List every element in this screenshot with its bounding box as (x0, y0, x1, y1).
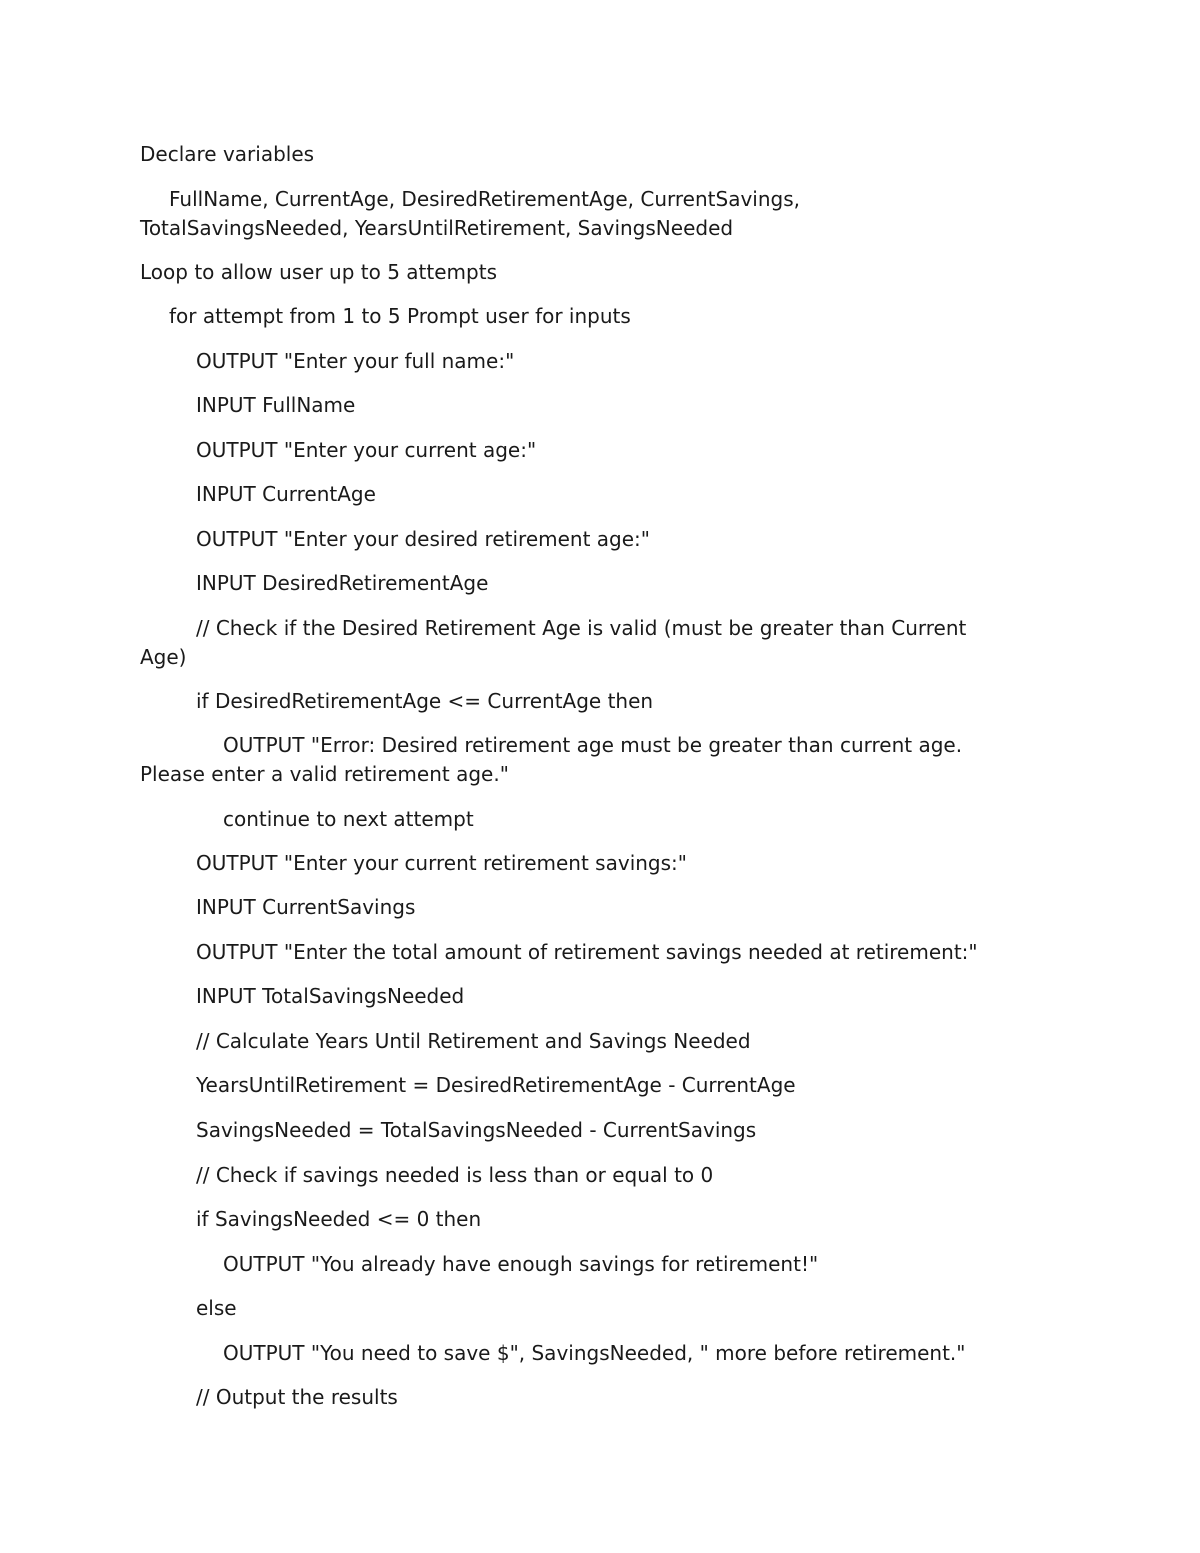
pseudocode-line: INPUT DesiredRetirementAge (196, 571, 489, 595)
pseudocode-line: Declare variables (140, 142, 315, 166)
pseudocode-line: OUTPUT "You already have enough savings for retirement!" (223, 1252, 819, 1276)
pseudocode-line: OUTPUT "Enter your current retirement savings:" (196, 851, 687, 875)
pseudocode-line: if SavingsNeeded <= 0 then (196, 1207, 482, 1231)
pseudocode-line: INPUT CurrentAge (196, 482, 376, 506)
pseudocode-comment: // Output the results (196, 1385, 398, 1409)
pseudocode-line: INPUT TotalSavingsNeeded (196, 984, 465, 1008)
pseudocode-line: else (196, 1296, 237, 1320)
pseudocode-comment: // Check if the Desired Retirement Age is valid (must be greater than Current Age) (140, 616, 967, 669)
pseudocode-line: if DesiredRetirementAge <= CurrentAge then (196, 689, 654, 713)
pseudocode-line: Loop to allow user up to 5 attempts (140, 260, 497, 284)
pseudocode-line: INPUT CurrentSavings (196, 895, 416, 919)
pseudocode-line: OUTPUT "You need to save $", SavingsNeeded, " more before retirement." (223, 1341, 966, 1365)
pseudocode-line: OUTPUT "Enter your desired retirement age:" (196, 527, 650, 551)
pseudocode-comment: // Calculate Years Until Retirement and Savings Needed (196, 1029, 751, 1053)
pseudocode-line: OUTPUT "Error: Desired retirement age must be greater than current age. Please enter a valid retirement age." (140, 733, 963, 786)
pseudocode-line: OUTPUT "Enter the total amount of retirement savings needed at retirement:" (196, 940, 978, 964)
pseudocode-line: continue to next attempt (223, 807, 474, 831)
pseudocode-comment: // Check if savings needed is less than or equal to 0 (196, 1163, 714, 1187)
pseudocode-line: INPUT FullName (196, 393, 356, 417)
pseudocode-line: for attempt from 1 to 5 Prompt user for inputs (169, 304, 631, 328)
pseudocode-line: SavingsNeeded = TotalSavingsNeeded - CurrentSavings (196, 1118, 757, 1142)
pseudocode-line: FullName, CurrentAge, DesiredRetirementAge, CurrentSavings, TotalSavingsNeeded, YearsUntilRetirement, SavingsNeeded (140, 187, 800, 240)
pseudocode-line: YearsUntilRetirement = DesiredRetirementAge - CurrentAge (196, 1073, 796, 1097)
pseudocode-line: OUTPUT "Enter your current age:" (196, 438, 537, 462)
pseudocode-line: OUTPUT "Enter your full name:" (196, 349, 515, 373)
